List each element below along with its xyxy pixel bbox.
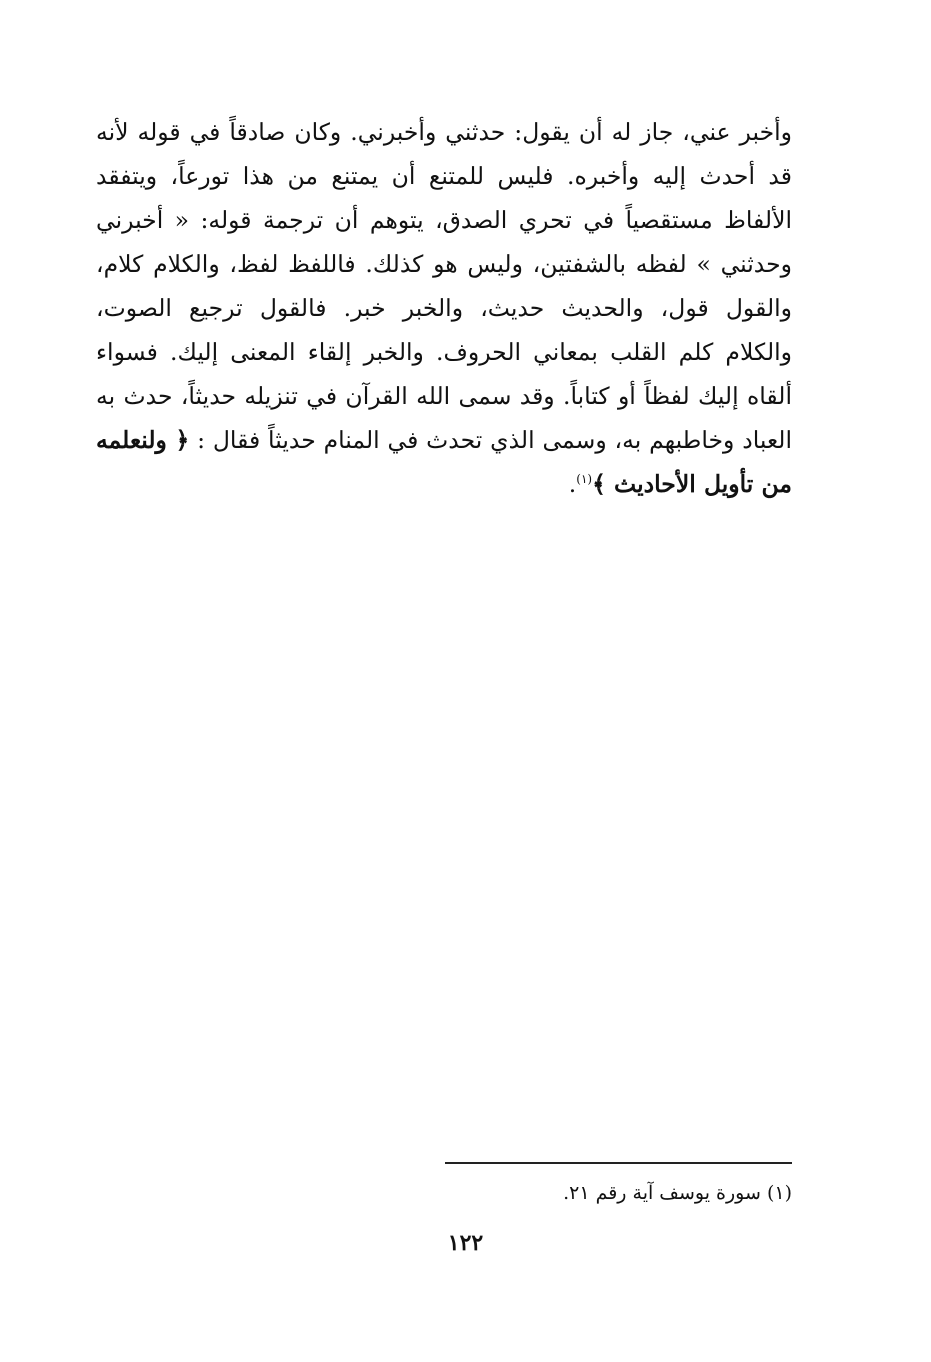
footnote: (١) سورة يوسف آية رقم ٢١.: [563, 1182, 792, 1204]
body-text: [96, 110, 792, 506]
text-line-3: الألفاظ مستقصياً في تحري الصدق، يتوهم أن ترجمة قوله: « أخبرني: [96, 206, 792, 234]
footnote-marker: (١): [576, 472, 593, 487]
text-line-8: [96, 418, 792, 462]
text-line-2: قد أحدث إليه وأخبره. فليس للمتنع أن يمتنع من هذا تورعاً، ويتفقد: [96, 162, 792, 190]
text-line-9-end: .: [568, 470, 577, 498]
text-line-9: [96, 462, 792, 506]
text-line-1: وأخبر عني، جاز له أن يقول: حدثني وأخبرني. وكان صادقاً في قوله لأنه: [96, 118, 792, 146]
text-line-4: وحدثني » لفظه بالشفتين، وليس هو كذلك. فاللفظ لفظ، والكلام كلام،: [96, 250, 792, 278]
quran-quote-start: ﴿ ولنعلمه: [96, 426, 190, 454]
quran-quote-end: من تأويل الأحاديث ﴾: [592, 470, 792, 498]
text-line-5: والقول قول، والحديث حديث، والخبر خبر. فالقول ترجيع الصوت،: [96, 294, 792, 322]
footnote-separator: [445, 1162, 792, 1164]
text-line-6: والكلام كلم القلب بمعاني الحروف. والخبر إلقاء المعنى إليك. فسواء: [96, 338, 792, 366]
page-number: ١٢٢: [447, 1230, 484, 1256]
text-line-8-plain: العباد وخاطبهم به، وسمى الذي تحدث في المنام حديثاً فقال :: [189, 426, 792, 454]
text-line-7: ألقاه إليك لفظاً أو كتاباً. وقد سمى الله القرآن في تنزيله حديثاً، حدث به: [96, 382, 792, 410]
